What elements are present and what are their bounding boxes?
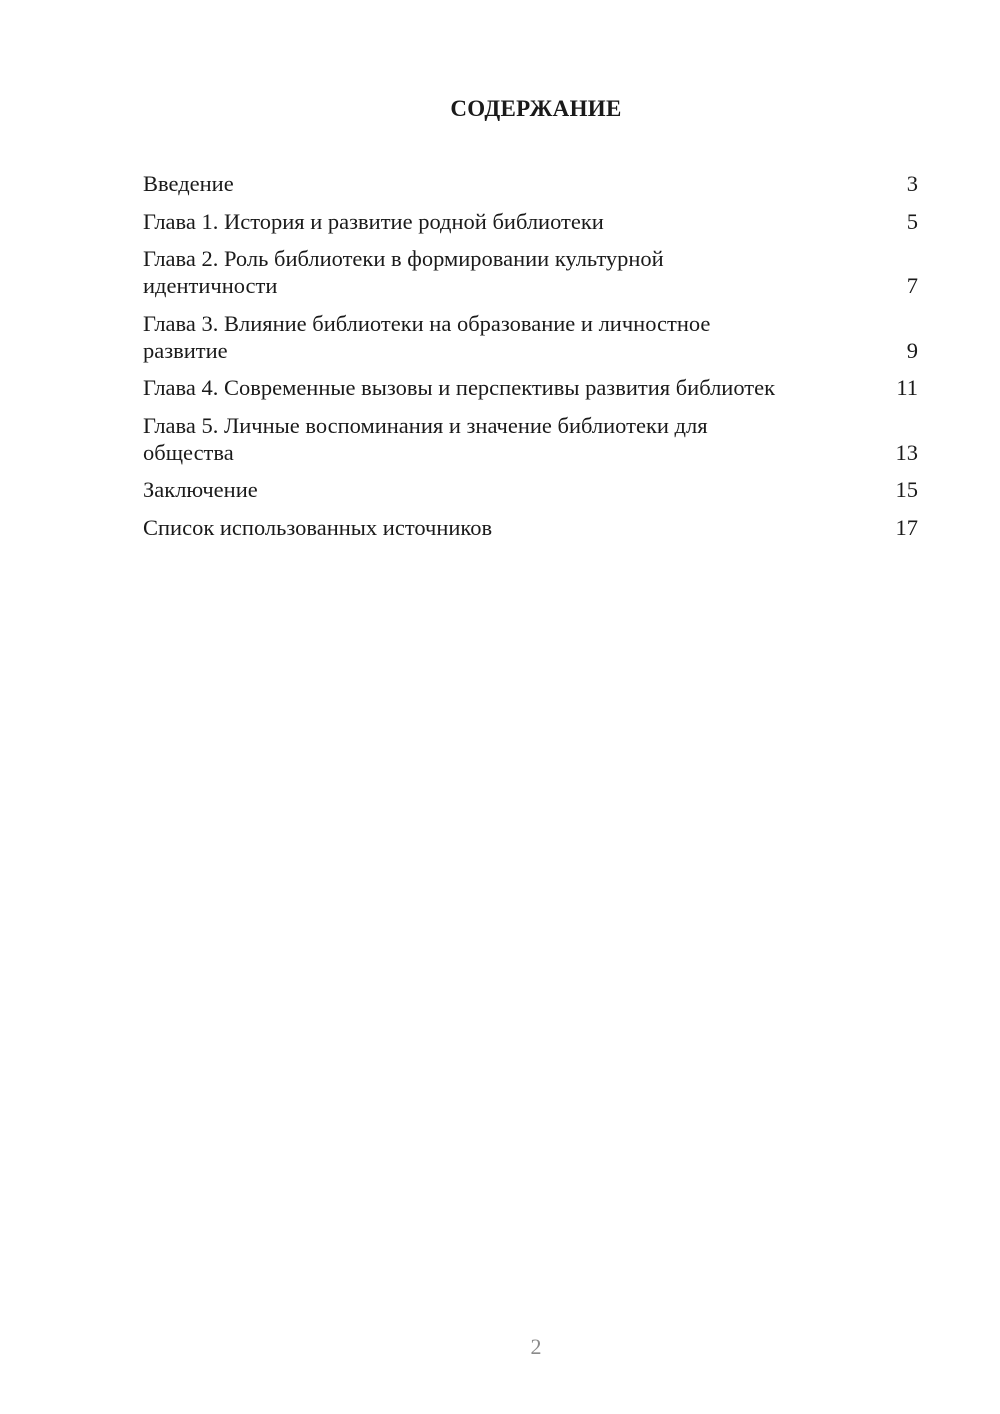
page-number: 2: [530, 1334, 542, 1359]
toc-entry-text: Глава 2. Роль библиотеки в формировании культурной идентичности: [143, 246, 664, 298]
toc-entry-text: Список использованных источников: [143, 514, 493, 540]
toc-entry-text: Глава 4. Современные вызовы и перспективы развития библиотек: [143, 375, 776, 400]
toc-entry-page: 15: [895, 477, 918, 502]
toc-entry-chapter-3: [143, 310, 918, 364]
toc-entry-text: Глава 1. История и развитие родной библиотеки: [143, 208, 604, 234]
toc-entry-chapter-2: [143, 245, 918, 299]
toc-entry-text: Введение: [143, 171, 234, 196]
table-of-contents: [143, 170, 918, 551]
toc-entry-introduction: [143, 170, 918, 197]
toc-entry-page: 9: [906, 337, 918, 363]
toc-title: СОДЕРЖАНИЕ: [450, 96, 622, 121]
toc-entry-chapter-1: [143, 208, 918, 235]
toc-entry-text: Заключение: [143, 477, 258, 502]
toc-entry-chapter-5: [143, 412, 918, 466]
toc-entry-text: Глава 5. Личные воспоминания и значение библиотеки для общества: [143, 412, 708, 465]
toc-entry-references: [143, 514, 918, 541]
toc-entry-page: 17: [895, 514, 918, 540]
toc-entry-page: 13: [895, 439, 918, 465]
toc-entry-page: 11: [896, 375, 918, 400]
toc-entry-page: 7: [906, 273, 918, 298]
toc-entry-page: 3: [906, 171, 918, 196]
toc-entry-conclusion: [143, 476, 918, 503]
toc-entry-chapter-4: [143, 374, 918, 401]
toc-entry-page: 5: [906, 208, 918, 234]
toc-entry-text: Глава 3. Влияние библиотеки на образование и личностное развитие: [143, 310, 711, 363]
